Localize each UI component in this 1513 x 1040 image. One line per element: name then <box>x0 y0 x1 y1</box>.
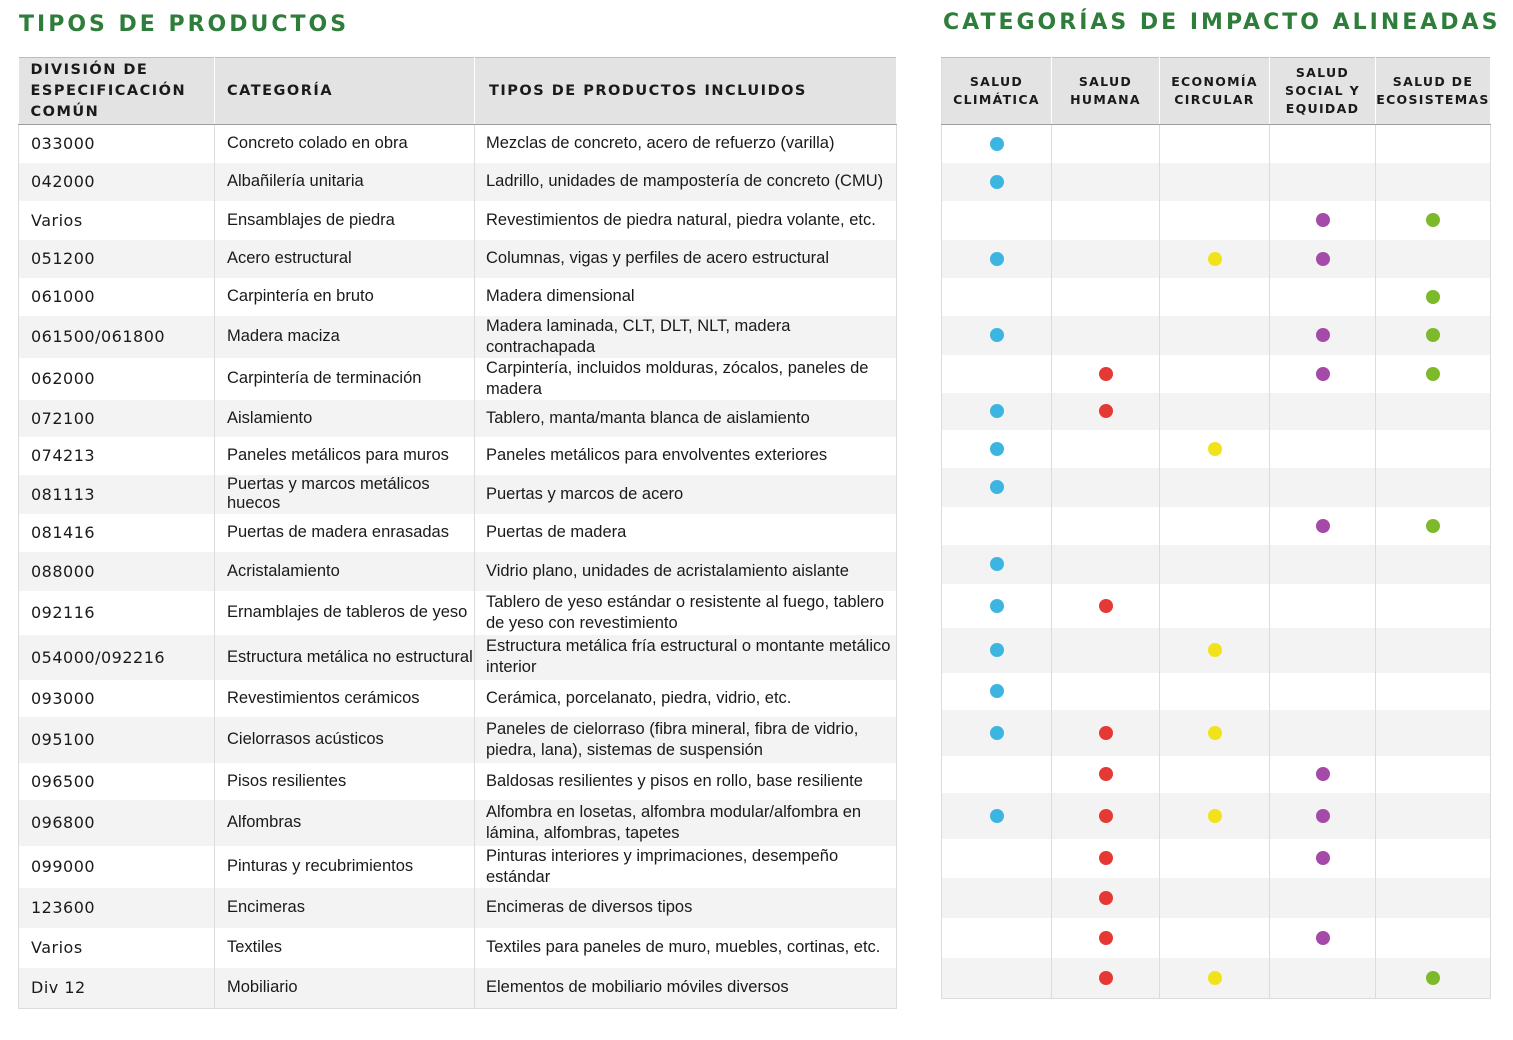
impact-cell <box>942 393 1052 430</box>
impact-cell <box>1052 545 1160 584</box>
impact-cell <box>1376 278 1491 316</box>
category-cell: Carpintería de terminación <box>215 358 475 400</box>
category-cell: Puertas de madera enrasadas <box>215 514 475 552</box>
impact-cell <box>1160 756 1270 793</box>
impact-cell <box>1376 584 1491 628</box>
impact-cell <box>1270 240 1376 278</box>
products-header-row <box>19 58 897 125</box>
division-cell: 054000/092216 <box>19 635 215 680</box>
division-cell: 061000 <box>19 278 215 316</box>
impact-row <box>942 393 1491 430</box>
impact-cell <box>1160 793 1270 839</box>
salud-social-dot <box>1316 851 1330 865</box>
salud-humana-dot <box>1099 404 1113 418</box>
impact-cell <box>942 628 1052 673</box>
division-cell: 081416 <box>19 514 215 552</box>
impact-cell <box>1270 201 1376 240</box>
impact-cell <box>1052 201 1160 240</box>
category-cell: Ernamblajes de tableros de yeso <box>215 591 475 635</box>
salud-climatica-dot <box>990 252 1004 266</box>
economia-circular-dot <box>1208 971 1222 985</box>
salud-climatica-dot <box>990 480 1004 494</box>
impact-row <box>942 355 1491 393</box>
impact-cell <box>1376 545 1491 584</box>
header-products: TIPOS DE PRODUCTOS INCLUIDOS <box>475 58 897 125</box>
salud-social-dot <box>1316 328 1330 342</box>
impact-cell <box>1270 355 1376 393</box>
salud-climatica-dot <box>990 684 1004 698</box>
table-row <box>19 125 897 163</box>
category-cell: Cielorrasos acústicos <box>215 717 475 763</box>
salud-climatica-dot <box>990 137 1004 151</box>
impact-row <box>942 430 1491 468</box>
division-cell: 088000 <box>19 552 215 591</box>
salud-ecosistemas-dot <box>1426 519 1440 533</box>
impact-cell <box>1376 125 1491 163</box>
impact-cell <box>942 430 1052 468</box>
impact-cell <box>942 958 1052 999</box>
impact-cell <box>1270 793 1376 839</box>
impact-cell <box>1270 756 1376 793</box>
impact-cell <box>1052 393 1160 430</box>
impact-row <box>942 839 1491 878</box>
impacts-heading: CATEGORÍAS DE IMPACTO ALINEADAS <box>943 10 1501 35</box>
products-cell: Encimeras de diversos tipos <box>475 888 897 928</box>
table-row <box>19 514 897 552</box>
salud-social-dot <box>1316 252 1330 266</box>
impact-cell <box>942 673 1052 710</box>
impact-cell <box>1376 918 1491 958</box>
table-row <box>19 552 897 591</box>
economia-circular-dot <box>1208 442 1222 456</box>
impact-cell <box>1376 430 1491 468</box>
impact-cell <box>1052 316 1160 355</box>
table-row <box>19 717 897 763</box>
header-salud-humana: SALUD HUMANA <box>1052 58 1160 125</box>
impact-cell <box>942 584 1052 628</box>
impact-cell <box>1270 316 1376 355</box>
impact-cell <box>1376 793 1491 839</box>
salud-climatica-dot <box>990 175 1004 189</box>
category-cell: Revestimientos cerámicos <box>215 680 475 717</box>
category-cell: Puertas y marcos metálicos huecos <box>215 475 475 514</box>
impact-cell <box>1270 918 1376 958</box>
division-cell: 123600 <box>19 888 215 928</box>
impact-cell <box>1052 839 1160 878</box>
impact-cell <box>1160 355 1270 393</box>
products-cell: Vidrio plano, unidades de acristalamiento aislante <box>475 552 897 591</box>
category-cell: Carpintería en bruto <box>215 278 475 316</box>
impact-cell <box>1270 163 1376 201</box>
impact-cell <box>1160 918 1270 958</box>
impact-cell <box>1160 673 1270 710</box>
salud-climatica-dot <box>990 809 1004 823</box>
impact-row <box>942 468 1491 507</box>
impact-cell <box>1270 468 1376 507</box>
header-salud-ecosistemas: SALUD DE ECOSISTEMAS <box>1376 58 1491 125</box>
impact-cell <box>1376 240 1491 278</box>
salud-climatica-dot <box>990 442 1004 456</box>
impact-cell <box>1376 756 1491 793</box>
salud-social-dot <box>1316 519 1330 533</box>
division-cell: 074213 <box>19 437 215 475</box>
economia-circular-dot <box>1208 643 1222 657</box>
table-row <box>19 240 897 278</box>
products-cell: Carpintería, incluidos molduras, zócalos, paneles de madera <box>475 358 897 400</box>
impact-cell <box>942 545 1052 584</box>
impact-row <box>942 958 1491 999</box>
category-cell: Paneles metálicos para muros <box>215 437 475 475</box>
impact-row <box>942 628 1491 673</box>
products-cell: Paneles metálicos para envolventes exteriores <box>475 437 897 475</box>
products-cell: Cerámica, porcelanato, piedra, vidrio, etc. <box>475 680 897 717</box>
impact-cell <box>1376 628 1491 673</box>
impact-cell <box>1376 710 1491 756</box>
impact-cell <box>1376 673 1491 710</box>
impact-cell <box>1052 584 1160 628</box>
category-cell: Estructura metálica no estructural <box>215 635 475 680</box>
impact-row <box>942 545 1491 584</box>
salud-humana-dot <box>1099 367 1113 381</box>
products-cell: Paneles de cielorraso (fibra mineral, fibra de vidrio, piedra, lana), sistemas de suspensión <box>475 717 897 763</box>
impact-cell <box>1052 673 1160 710</box>
impact-row <box>942 507 1491 545</box>
impact-cell <box>1376 839 1491 878</box>
table-row <box>19 680 897 717</box>
salud-climatica-dot <box>990 599 1004 613</box>
impact-cell <box>1270 878 1376 918</box>
impact-cell <box>1270 278 1376 316</box>
impact-cell <box>1160 545 1270 584</box>
impact-cell <box>1376 201 1491 240</box>
category-cell: Concreto colado en obra <box>215 125 475 163</box>
table-row <box>19 800 897 846</box>
impact-cell <box>1270 584 1376 628</box>
category-cell: Acero estructural <box>215 240 475 278</box>
impact-cell <box>942 163 1052 201</box>
impact-table <box>941 57 1491 999</box>
salud-humana-dot <box>1099 851 1113 865</box>
table-row <box>19 201 897 240</box>
impact-cell <box>1270 507 1376 545</box>
salud-climatica-dot <box>990 643 1004 657</box>
header-salud-climatica: SALUD CLIMÁTICA <box>942 58 1052 125</box>
division-cell: Varios <box>19 201 215 240</box>
impact-cell <box>942 201 1052 240</box>
impact-cell <box>942 316 1052 355</box>
division-cell: 081113 <box>19 475 215 514</box>
header-salud-social: SALUD SOCIAL Y EQUIDAD <box>1270 58 1376 125</box>
impact-cell <box>1052 918 1160 958</box>
products-cell: Pinturas interiores y imprimaciones, desempeño estándar <box>475 846 897 888</box>
impact-cell <box>942 756 1052 793</box>
impact-cell <box>942 878 1052 918</box>
impact-cell <box>1270 545 1376 584</box>
category-cell: Pinturas y recubrimientos <box>215 846 475 888</box>
products-cell: Baldosas resilientes y pisos en rollo, base resiliente <box>475 763 897 800</box>
impact-cell <box>1052 468 1160 507</box>
salud-humana-dot <box>1099 726 1113 740</box>
salud-humana-dot <box>1099 931 1113 945</box>
impact-cell <box>1270 430 1376 468</box>
impact-cell <box>1160 839 1270 878</box>
impact-cell <box>1160 125 1270 163</box>
salud-ecosistemas-dot <box>1426 213 1440 227</box>
division-cell: 051200 <box>19 240 215 278</box>
impact-cell <box>942 468 1052 507</box>
impact-cell <box>1270 673 1376 710</box>
salud-humana-dot <box>1099 891 1113 905</box>
products-cell: Revestimientos de piedra natural, piedra volante, etc. <box>475 201 897 240</box>
products-table <box>18 57 897 1009</box>
impact-cell <box>1160 468 1270 507</box>
impact-row <box>942 584 1491 628</box>
table-row <box>19 888 897 928</box>
impact-cell <box>942 278 1052 316</box>
impact-cell <box>1052 163 1160 201</box>
products-heading: TIPOS DE PRODUCTOS <box>19 12 350 37</box>
division-cell: 099000 <box>19 846 215 888</box>
impact-row <box>942 673 1491 710</box>
impact-cell <box>1052 355 1160 393</box>
impact-cell <box>1270 710 1376 756</box>
salud-humana-dot <box>1099 767 1113 781</box>
table-row <box>19 278 897 316</box>
impact-cell <box>1270 628 1376 673</box>
impact-cell <box>942 710 1052 756</box>
impact-cell <box>1052 793 1160 839</box>
impact-cell <box>942 125 1052 163</box>
impact-cell <box>1160 240 1270 278</box>
impact-cell <box>1052 507 1160 545</box>
salud-social-dot <box>1316 931 1330 945</box>
impact-cell <box>1270 393 1376 430</box>
products-cell: Madera dimensional <box>475 278 897 316</box>
table-row <box>19 475 897 514</box>
salud-climatica-dot <box>990 726 1004 740</box>
table-row <box>19 316 897 358</box>
products-cell: Textiles para paneles de muro, muebles, cortinas, etc. <box>475 928 897 968</box>
table-row <box>19 400 897 437</box>
products-cell: Mezclas de concreto, acero de refuerzo (varilla) <box>475 125 897 163</box>
category-cell: Ensamblajes de piedra <box>215 201 475 240</box>
category-cell: Aislamiento <box>215 400 475 437</box>
impact-cell <box>1052 710 1160 756</box>
division-cell: 096800 <box>19 800 215 846</box>
products-cell: Estructura metálica fría estructural o montante metálico interior <box>475 635 897 680</box>
category-cell: Encimeras <box>215 888 475 928</box>
products-cell: Elementos de mobiliario móviles diversos <box>475 968 897 1009</box>
salud-climatica-dot <box>990 328 1004 342</box>
products-cell: Columnas, vigas y perfiles de acero estructural <box>475 240 897 278</box>
impact-cell <box>1160 878 1270 918</box>
impact-cell <box>942 240 1052 278</box>
impact-cell <box>1052 878 1160 918</box>
salud-social-dot <box>1316 213 1330 227</box>
impact-cell <box>1160 393 1270 430</box>
economia-circular-dot <box>1208 252 1222 266</box>
division-cell: 095100 <box>19 717 215 763</box>
impact-cell <box>1270 958 1376 999</box>
division-cell: 061500/061800 <box>19 316 215 358</box>
category-cell: Pisos resilientes <box>215 763 475 800</box>
impact-row <box>942 278 1491 316</box>
impact-cell <box>1052 125 1160 163</box>
impact-cell <box>1052 278 1160 316</box>
salud-climatica-dot <box>990 557 1004 571</box>
salud-climatica-dot <box>990 404 1004 418</box>
category-cell: Mobiliario <box>215 968 475 1009</box>
division-cell: 093000 <box>19 680 215 717</box>
division-cell: 062000 <box>19 358 215 400</box>
impact-cell <box>942 355 1052 393</box>
products-cell: Tablero, manta/manta blanca de aislamiento <box>475 400 897 437</box>
division-cell: Varios <box>19 928 215 968</box>
impact-row <box>942 240 1491 278</box>
category-cell: Textiles <box>215 928 475 968</box>
impact-cell <box>1160 201 1270 240</box>
division-cell: 033000 <box>19 125 215 163</box>
impact-row <box>942 918 1491 958</box>
products-cell: Alfombra en losetas, alfombra modular/alfombra en lámina, alfombras, tapetes <box>475 800 897 846</box>
impact-cell <box>1376 507 1491 545</box>
impact-cell <box>1052 628 1160 673</box>
impact-cell <box>1376 878 1491 918</box>
header-division: DIVISIÓN DE ESPECIFICACIÓN COMÚN <box>19 58 215 125</box>
impact-cell <box>1270 839 1376 878</box>
impact-cell <box>1160 163 1270 201</box>
impact-cell <box>1376 958 1491 999</box>
impact-row <box>942 201 1491 240</box>
impact-cell <box>1376 393 1491 430</box>
impact-cell <box>1160 278 1270 316</box>
table-row <box>19 163 897 201</box>
salud-social-dot <box>1316 809 1330 823</box>
products-cell: Tablero de yeso estándar o resistente al fuego, tablero de yeso con revestimiento <box>475 591 897 635</box>
impact-cell <box>1376 163 1491 201</box>
division-cell: 092116 <box>19 591 215 635</box>
impact-row <box>942 878 1491 918</box>
table-row <box>19 763 897 800</box>
impact-header-row <box>942 58 1491 125</box>
products-cell: Ladrillo, unidades de mampostería de concreto (CMU) <box>475 163 897 201</box>
impact-row <box>942 710 1491 756</box>
division-cell: 072100 <box>19 400 215 437</box>
impact-cell <box>1376 316 1491 355</box>
impact-cell <box>1052 958 1160 999</box>
salud-social-dot <box>1316 767 1330 781</box>
table-row <box>19 968 897 1009</box>
table-row <box>19 635 897 680</box>
impact-cell <box>1376 355 1491 393</box>
impact-cell <box>1376 468 1491 507</box>
salud-humana-dot <box>1099 971 1113 985</box>
division-cell: Div 12 <box>19 968 215 1009</box>
impact-cell <box>1160 628 1270 673</box>
category-cell: Madera maciza <box>215 316 475 358</box>
economia-circular-dot <box>1208 809 1222 823</box>
impact-cell <box>1052 756 1160 793</box>
salud-ecosistemas-dot <box>1426 971 1440 985</box>
salud-humana-dot <box>1099 809 1113 823</box>
table-row <box>19 846 897 888</box>
category-cell: Albañilería unitaria <box>215 163 475 201</box>
salud-ecosistemas-dot <box>1426 367 1440 381</box>
impact-row <box>942 163 1491 201</box>
impact-row <box>942 125 1491 163</box>
header-economia-circular: ECONOMÍA CIRCULAR <box>1160 58 1270 125</box>
category-cell: Acristalamiento <box>215 552 475 591</box>
table-row <box>19 928 897 968</box>
impact-cell <box>1160 958 1270 999</box>
division-cell: 096500 <box>19 763 215 800</box>
products-cell: Puertas y marcos de acero <box>475 475 897 514</box>
impact-cell <box>942 507 1052 545</box>
table-row <box>19 591 897 635</box>
impact-cell <box>942 918 1052 958</box>
impact-cell <box>1160 710 1270 756</box>
impact-cell <box>942 839 1052 878</box>
economia-circular-dot <box>1208 726 1222 740</box>
category-cell: Alfombras <box>215 800 475 846</box>
impact-row <box>942 756 1491 793</box>
impact-cell <box>1160 584 1270 628</box>
header-category: CATEGORÍA <box>215 58 475 125</box>
impact-row <box>942 793 1491 839</box>
salud-social-dot <box>1316 367 1330 381</box>
impact-row <box>942 316 1491 355</box>
impact-cell <box>1052 430 1160 468</box>
division-cell: 042000 <box>19 163 215 201</box>
impact-cell <box>942 793 1052 839</box>
impact-cell <box>1160 507 1270 545</box>
table-row <box>19 437 897 475</box>
products-cell: Madera laminada, CLT, DLT, NLT, madera contrachapada <box>475 316 897 358</box>
salud-humana-dot <box>1099 599 1113 613</box>
impact-cell <box>1052 240 1160 278</box>
products-cell: Puertas de madera <box>475 514 897 552</box>
table-row <box>19 358 897 400</box>
salud-ecosistemas-dot <box>1426 328 1440 342</box>
salud-ecosistemas-dot <box>1426 290 1440 304</box>
impact-cell <box>1160 316 1270 355</box>
impact-cell <box>1160 430 1270 468</box>
impact-cell <box>1270 125 1376 163</box>
